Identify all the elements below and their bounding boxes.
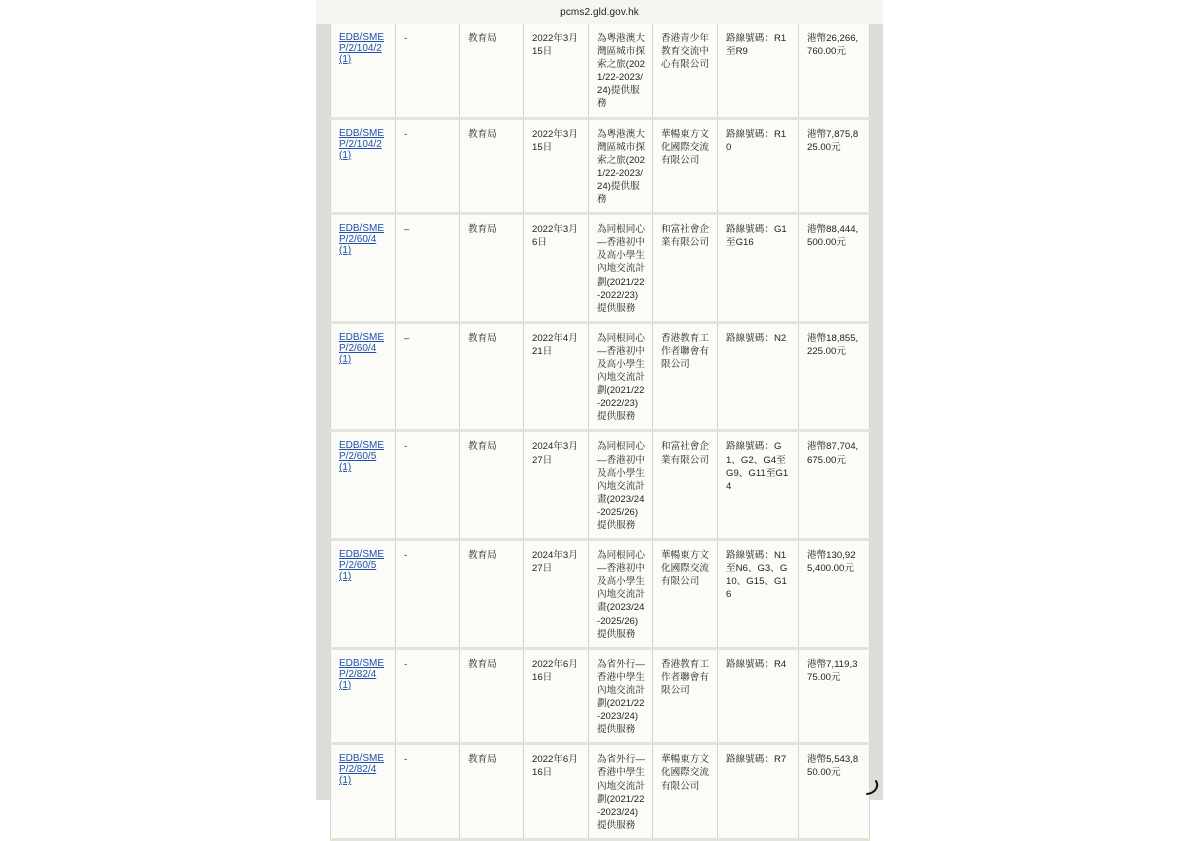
contract-number-link[interactable]: EDB/SMEP/2/60/4(1)	[339, 331, 385, 365]
contract-number-link[interactable]: EDB/SMEP/2/60/5(1)	[339, 549, 385, 583]
date-cell: 2022年6月16日	[524, 648, 589, 744]
contract-number-cell	[331, 648, 396, 744]
department-cell: 教育局	[460, 744, 524, 840]
remark-cell: –	[396, 214, 460, 323]
date-cell: 2022年6月16日	[524, 744, 589, 840]
department-cell: 教育局	[460, 118, 524, 214]
route-cell: 路線號碼：G1、G2、G4至G9、G11至G14	[718, 431, 799, 540]
remark-cell: -	[396, 540, 460, 649]
remark-cell: -	[396, 118, 460, 214]
table-row	[331, 24, 870, 118]
date-cell: 2022年4月21日	[524, 322, 589, 431]
table-row	[331, 322, 870, 431]
loading-spinner-icon	[862, 778, 880, 796]
amount-cell: 港幣130,925,400.00元	[799, 540, 870, 649]
remark-cell: -	[396, 648, 460, 744]
contract-number-link[interactable]: EDB/SMEP/2/60/4(1)	[339, 223, 385, 257]
subject-cell: 為同根同心—香港初中及高小學生內地交流計劃(2021/22-2022/23)提供服務	[589, 214, 653, 323]
contract-table	[330, 24, 870, 841]
table-row	[331, 214, 870, 323]
contract-number-link[interactable]: EDB/SMEP/2/82/4(1)	[339, 753, 385, 787]
amount-cell: 港幣18,855,225.00元	[799, 322, 870, 431]
contract-number-cell	[331, 431, 396, 540]
right-margin-strip	[869, 0, 883, 800]
route-cell: 路線號碼：N2	[718, 322, 799, 431]
contractor-cell: 華暢東方文化國際交流有限公司	[653, 744, 718, 840]
date-cell: 2022年3月15日	[524, 24, 589, 118]
department-cell: 教育局	[460, 431, 524, 540]
route-cell: 路線號碼：R4	[718, 648, 799, 744]
contractor-cell: 香港教育工作者聯會有限公司	[653, 648, 718, 744]
left-margin-strip	[316, 0, 330, 800]
date-cell: 2024年3月27日	[524, 540, 589, 649]
amount-cell: 港幣5,543,850.00元	[799, 744, 870, 840]
department-cell: 教育局	[460, 322, 524, 431]
contract-number-link[interactable]: EDB/SMEP/2/104/2(1)	[339, 32, 385, 65]
subject-cell: 為省外行—香港中學生內地交流計劃(2021/22-2023/24)提供服務	[589, 648, 653, 744]
table-row	[331, 118, 870, 214]
amount-cell: 港幣88,444,500.00元	[799, 214, 870, 323]
route-cell: 路線號碼：R10	[718, 118, 799, 214]
amount-cell: 港幣26,266,760.00元	[799, 24, 870, 118]
amount-cell: 港幣7,119,375.00元	[799, 648, 870, 744]
contractor-cell: 華暢東方文化國際交流有限公司	[653, 118, 718, 214]
department-cell: 教育局	[460, 540, 524, 649]
contract-number-cell	[331, 322, 396, 431]
contract-number-cell	[331, 540, 396, 649]
department-cell: 教育局	[460, 24, 524, 118]
subject-cell: 為粵港澳大灣區城市探索之旅(2021/22-2023/24)提供服務	[589, 24, 653, 118]
route-cell: 路線號碼：R1至R9	[718, 24, 799, 118]
table-row	[331, 744, 870, 840]
table-row	[331, 540, 870, 649]
route-cell: 路線號碼：R7	[718, 744, 799, 840]
date-cell: 2024年3月27日	[524, 431, 589, 540]
route-cell: 路線號碼：N1至N6、G3、G10、G15、G16	[718, 540, 799, 649]
contractor-cell: 香港青少年教育交流中心有限公司	[653, 24, 718, 118]
contract-number-cell	[331, 744, 396, 840]
contract-number-link[interactable]: EDB/SMEP/2/82/4(1)	[339, 657, 385, 691]
amount-cell: 港幣87,704,675.00元	[799, 431, 870, 540]
contractor-cell: 和富社會企業有限公司	[653, 214, 718, 323]
subject-cell: 為同根同心—香港初中及高小學生內地交流計劃(2021/22-2022/23)提供服務	[589, 322, 653, 431]
subject-cell: 為省外行—香港中學生內地交流計劃(2021/22-2023/24)提供服務	[589, 744, 653, 840]
table-row	[331, 431, 870, 540]
remark-cell: –	[396, 322, 460, 431]
remark-cell: -	[396, 431, 460, 540]
route-cell: 路線號碼：G1至G16	[718, 214, 799, 323]
date-cell: 2022年3月15日	[524, 118, 589, 214]
amount-cell: 港幣7,875,825.00元	[799, 118, 870, 214]
url-text: pcms2.gld.gov.hk	[560, 6, 639, 18]
contractor-cell: 華暢東方文化國際交流有限公司	[653, 540, 718, 649]
subject-cell: 為同根同心—香港初中及高小學生內地交流計畫(2023/24-2025/26)提供服務	[589, 431, 653, 540]
department-cell: 教育局	[460, 648, 524, 744]
date-cell: 2022年3月6日	[524, 214, 589, 323]
remark-cell: -	[396, 744, 460, 840]
browser-url-bar[interactable]	[316, 0, 883, 24]
subject-cell: 為同根同心—香港初中及高小學生內地交流計畫(2023/24-2025/26)提供服務	[589, 540, 653, 649]
table-row	[331, 648, 870, 744]
contract-number-link[interactable]: EDB/SMEP/2/104/2(1)	[339, 127, 385, 161]
contract-number-cell	[331, 24, 396, 118]
contractor-cell: 香港教育工作者聯會有限公司	[653, 322, 718, 431]
contract-list-content[interactable]	[330, 0, 869, 831]
contract-number-cell	[331, 118, 396, 214]
subject-cell: 為粵港澳大灣區城市探索之旅(2021/22-2023/24)提供服務	[589, 118, 653, 214]
contractor-cell: 和富社會企業有限公司	[653, 431, 718, 540]
department-cell: 教育局	[460, 214, 524, 323]
contract-number-link[interactable]: EDB/SMEP/2/60/5(1)	[339, 440, 385, 474]
contract-number-cell	[331, 214, 396, 323]
remark-cell: -	[396, 24, 460, 118]
